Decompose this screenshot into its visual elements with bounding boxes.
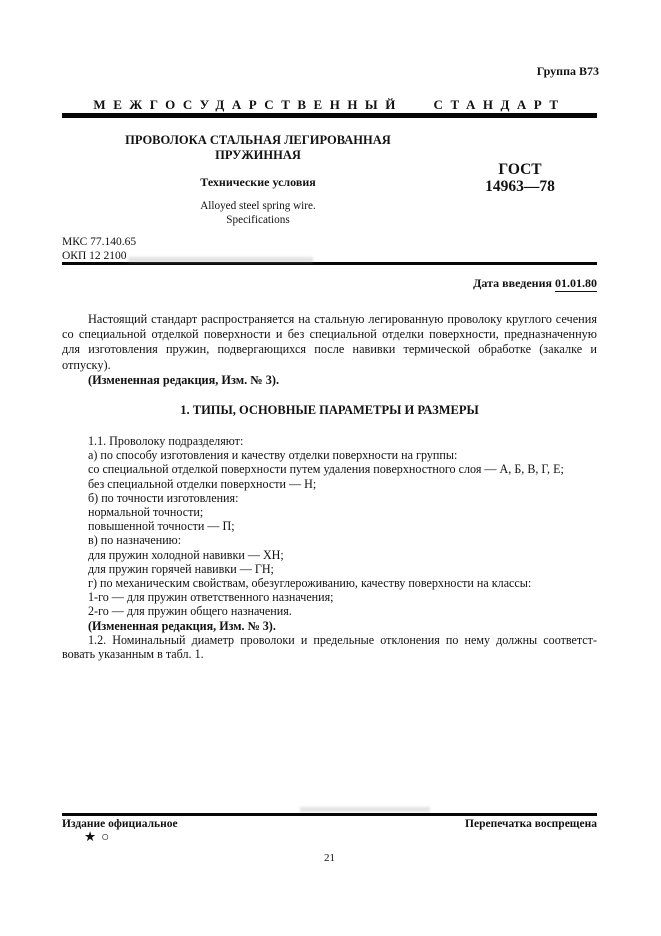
- effective-date-value: 01.01.80: [555, 276, 597, 290]
- intro-line: со специальной отделкой поверхности и без специальной отделки поверхности, предназначенную: [62, 327, 597, 342]
- english-title-line1: Alloyed steel spring wire.: [200, 200, 316, 212]
- section-1-body: [62, 434, 597, 661]
- clause-line: в) по назначению:: [88, 533, 182, 548]
- scan-artifact: [300, 807, 430, 812]
- circle-icon: ○: [101, 829, 115, 844]
- classification-codes: [62, 236, 136, 263]
- clause-line: для пружин холодной навивки — ХН;: [88, 547, 284, 562]
- star-icon: ★: [84, 829, 102, 844]
- clause-line: со специальной отделкой поверхности путем удаления поверхностного слоя — А, Б, В, Г, Е;: [88, 462, 564, 477]
- effective-date-label: Дата введения: [473, 276, 552, 290]
- clause-line: нормальной точности;: [88, 505, 204, 520]
- okp-code: ОКП 12 2100: [62, 249, 127, 262]
- section-1-heading: 1. ТИПЫ, ОСНОВНЫЕ ПАРАМЕТРЫ И РАЗМЕРЫ: [180, 403, 479, 417]
- clause-line: 1-го — для пружин ответственного назначения;: [88, 590, 334, 605]
- gost-number: 14963—78: [485, 177, 555, 195]
- edition-symbols: [84, 829, 114, 845]
- scan-artifact: [128, 257, 313, 263]
- clause-line: 1.1. Проволоку подразделяют:: [88, 434, 244, 448]
- clause-line: б) по точности изготовления:: [88, 490, 239, 505]
- clause-1-2-line: 1.2. Номинальный диаметр проволоки и предельные отклонения по нему должны соответст-: [88, 632, 597, 647]
- official-edition-label: Издание официальное: [62, 818, 178, 830]
- clause-line: г) по механическим свойствам, обезуглероживанию, качеству поверхности на классы:: [88, 576, 532, 591]
- footer: [62, 818, 597, 830]
- clause-1-2-line: вовать указанным в табл. 1.: [62, 647, 204, 662]
- document-subtitle: Технические условия: [200, 175, 316, 189]
- effective-date: [473, 276, 597, 291]
- intro-line: Настоящий стандарт распространяется на стальную легированную проволоку круглого сечения: [88, 312, 597, 326]
- document-title: [62, 133, 454, 162]
- intro-line: отпуску).: [62, 357, 111, 372]
- standard-type-heading: МЕЖГОСУДАРСТВЕННЫЙ СТАНДАРТ: [93, 97, 566, 112]
- clause-line: для пружин горячей навивки — ГН;: [88, 561, 274, 576]
- clause-line: повышенной точности — П;: [88, 519, 235, 534]
- document-title-line1: ПРОВОЛОКА СТАЛЬНАЯ ЛЕГИРОВАННАЯ: [125, 133, 391, 147]
- gost-number-block: [450, 162, 590, 195]
- footer-rule: [62, 813, 597, 816]
- group-code: Группа В73: [536, 64, 599, 78]
- document-title-line2: ПРУЖИННАЯ: [215, 147, 301, 162]
- mks-code: МКС 77.140.65: [62, 236, 137, 248]
- clause-line: а) по способу изготовления и качеству отделки поверхности на группы:: [88, 448, 458, 463]
- clause-line: без специальной отделки поверхности — Н;: [88, 476, 317, 491]
- reprint-notice-label: Перепечатка воспрещена: [465, 818, 597, 830]
- intro-paragraph: [62, 312, 597, 388]
- gost-label: ГОСТ: [498, 161, 542, 178]
- clause-line: 2-го — для пружин общего назначения.: [88, 604, 292, 619]
- english-title: [62, 200, 454, 227]
- amendment-note: (Измененная редакция, Изм. № 3).: [88, 372, 280, 387]
- header-rule: [62, 113, 597, 118]
- intro-line: для изготовления пружин, подвергающихся после навивки термической обработке (закалке и: [62, 342, 597, 357]
- amendment-note: (Измененная редакция, Изм. № 3).: [88, 618, 276, 633]
- page-number: 21: [324, 852, 335, 864]
- english-title-line2: Specifications: [226, 213, 290, 226]
